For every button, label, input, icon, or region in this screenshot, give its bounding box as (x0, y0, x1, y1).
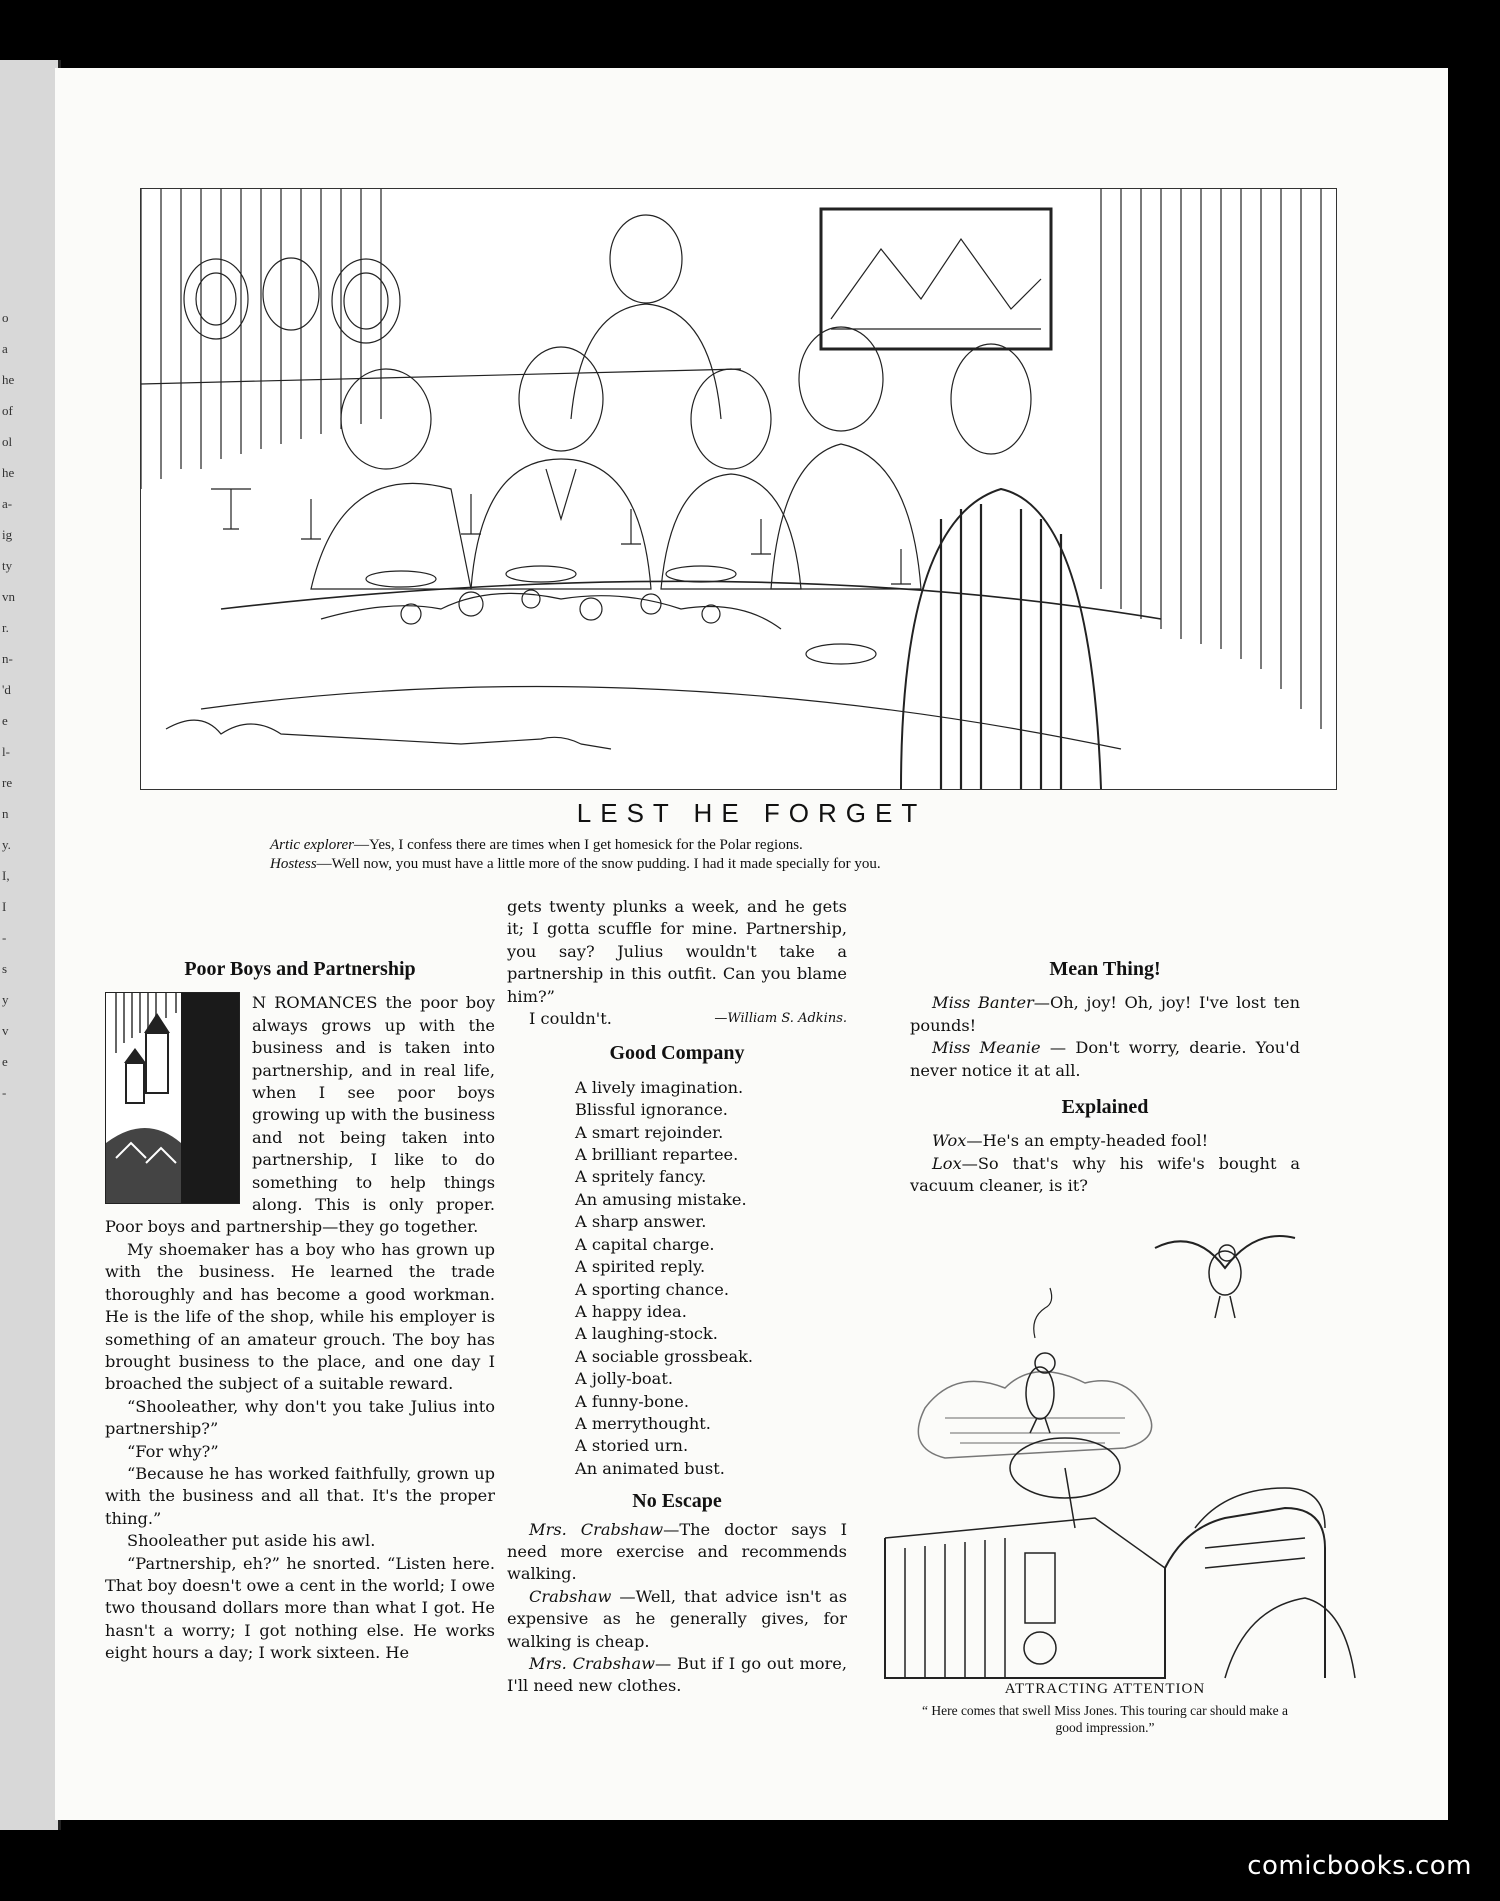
no-escape-heading: No Escape (632, 1490, 722, 1513)
continued-paragraph: gets twenty plunks a week, and he gets it; I gotta scuffle for mine. Partnership, you say? Julius wouldn't take a partnership in this outfit. Can you blame him?” (507, 897, 847, 1006)
adjacent-page-fragment: he (2, 465, 15, 480)
good-company-line: A spritely fancy. (575, 1167, 707, 1187)
good-company-line: A smart rejoinder. (575, 1122, 724, 1142)
good-company-line: A merrythought. (575, 1413, 711, 1433)
good-company-line: A sharp answer. (575, 1212, 707, 1232)
explained-text: —He's an empty-headed fool! (966, 1131, 1209, 1151)
speaker-wox: Wox (932, 1131, 967, 1151)
speaker-mrs-crabshaw: Mrs. Crabshaw (529, 1654, 655, 1673)
author-signature: —William S. Adkins. (714, 1011, 847, 1027)
adjacent-page-edge (0, 60, 61, 1830)
good-company-line: A capital charge. (575, 1234, 715, 1254)
column-two (507, 896, 847, 1698)
adjacent-page-fragment: e (2, 1054, 8, 1069)
closing-text: I couldn't. (529, 1009, 612, 1029)
speaker-lox: Lox (932, 1153, 962, 1173)
adjacent-page-fragment: ty (2, 558, 13, 573)
column-three (910, 958, 1300, 1198)
good-company-line: A spirited reply. (575, 1257, 706, 1277)
adjacent-page-fragment: n (2, 806, 9, 821)
escape-line (507, 1653, 847, 1698)
cartoon-caption (270, 836, 1230, 874)
watermark: comicbooks.com (1247, 1851, 1472, 1881)
good-company-line: A lively imagination. (575, 1077, 744, 1097)
adjacent-page-fragment: y. (2, 837, 11, 852)
caption-line-explorer (270, 836, 1230, 855)
mean-thing-heading: Mean Thing! (1049, 958, 1161, 980)
attracting-attention-caption: “ Here comes that swell Miss Jones. This touring car should make a good impression.” (921, 1703, 1289, 1735)
cartoon-title: LEST HE FORGET (576, 798, 927, 828)
good-company-line: A funny-bone. (575, 1391, 689, 1411)
escape-line (507, 1519, 847, 1586)
speaker-hostess: Hostess (270, 856, 317, 872)
good-company-line: Blissful ignorance. (575, 1100, 728, 1120)
escape-text: —The doctor says I need more exercise and recommends walking. (507, 1519, 847, 1584)
dropcap-text: N ROMANCES the poor boy always grows up with the business and is taken into partnership, and in real life, when I see poor boys growing up with the business and not being taken into partnership, I like to do something to help things along. This is only proper. Poor boys and partnership—they go together. (105, 993, 495, 1237)
caption-line-hostess (270, 855, 1230, 874)
good-company-line: An amusing mistake. (575, 1189, 747, 1209)
good-company-line: A laughing-stock. (575, 1324, 718, 1344)
adjacent-page-fragment: - (2, 1085, 7, 1100)
good-company-heading: Good Company (609, 1042, 745, 1065)
dialogue-line: “Shooleather, why don't you take Julius into partnership?” (105, 1396, 495, 1439)
adjacent-page-fragment: y (2, 992, 9, 1007)
adjacent-page-fragment: ol (2, 434, 13, 449)
dropcap-castle-illustration (105, 992, 240, 1204)
explained-line (910, 1153, 1300, 1198)
escape-text: — But if I go out more, I'll need new clothes. (507, 1654, 847, 1696)
adjacent-page-fragment: v (2, 1023, 9, 1038)
column-one (105, 958, 495, 1665)
attracting-attention-title: ATTRACTING ATTENTION (1004, 1681, 1206, 1697)
adjacent-page-fragment: 'd (2, 682, 11, 697)
dialogue-line: “For why?” (127, 1441, 219, 1461)
explained-heading: Explained (1061, 1096, 1149, 1119)
explained-line (910, 1130, 1300, 1152)
touring-car-illustration (865, 1208, 1365, 1708)
adjacent-page-fragment: he (2, 372, 15, 387)
dinner-party-illustration (140, 188, 1337, 790)
adjacent-page-fragment: l- (2, 744, 10, 759)
mean-line (910, 1037, 1300, 1082)
speaker-miss-banter: Miss Banter (932, 993, 1034, 1013)
poor-boys-heading: Poor Boys and Partnership (184, 958, 416, 980)
good-company-list (575, 1077, 847, 1480)
hostess-line: —Well now, you must have a little more of the snow pudding. I had it made specially for you. (316, 856, 881, 872)
good-company-line: A sociable grossbeak. (575, 1346, 754, 1366)
speaker-mrs-crabshaw: Mrs. Crabshaw (529, 1519, 664, 1539)
dropcap-paragraph (105, 992, 495, 1238)
good-company-line: A happy idea. (575, 1301, 687, 1321)
dialogue-line: “Because he has worked faithfully, grown up with the business and all that. It's the proper thing.” (105, 1463, 495, 1528)
adjacent-page-fragment: a (2, 341, 8, 356)
mean-line (910, 992, 1300, 1037)
adjacent-page-fragment: of (2, 403, 13, 418)
adjacent-page-fragment: n- (2, 651, 13, 666)
speaker-explorer: Artic explorer (270, 837, 355, 853)
adjacent-page-fragment: e (2, 713, 8, 728)
closing-line (507, 1008, 847, 1030)
adjacent-page-fragment: ig (2, 527, 13, 542)
speaker-crabshaw: Crabshaw (529, 1586, 612, 1606)
adjacent-page-fragment: r. (2, 620, 9, 635)
adjacent-page-fragment: I (2, 899, 7, 914)
speaker-miss-meanie: Miss Meanie (932, 1038, 1041, 1058)
mean-text: — Don't worry, dearie. You'd never notice it at all. (910, 1038, 1301, 1080)
magazine-page (55, 68, 1448, 1820)
adjacent-page-fragment: I, (2, 868, 10, 883)
escape-line (507, 1586, 847, 1653)
adjacent-page-fragment: vn (2, 589, 15, 604)
adjacent-page-fragment: - (2, 930, 7, 945)
explorer-line: —Yes, I confess there are times when I get homesick for the Polar regions. (354, 837, 803, 853)
adjacent-page-fragment: s (2, 961, 8, 976)
good-company-line: A jolly-boat. (575, 1369, 673, 1389)
good-company-line: An animated bust. (575, 1458, 725, 1478)
mean-text: —Oh, joy! Oh, joy! I've lost ten pounds! (910, 993, 1300, 1035)
adjacent-page-fragment: re (2, 775, 13, 790)
narration-line: Shooleather put aside his awl. (127, 1531, 376, 1551)
good-company-line: A storied urn. (575, 1436, 689, 1456)
good-company-line: A sporting chance. (575, 1279, 729, 1299)
explained-text: —So that's why his wife's bought a vacuum cleaner, is it? (910, 1153, 1300, 1196)
good-company-line: A brilliant repartee. (575, 1145, 739, 1165)
escape-text: —Well, that advice isn't as expensive as he generally gives, for walking is cheap. (507, 1586, 847, 1651)
adjacent-page-fragment: a- (2, 496, 13, 511)
adjacent-page-fragment: o (2, 310, 9, 325)
dialogue-line: “Partnership, eh?” he snorted. “Listen here. That boy doesn't owe a cent in the world; I owe two thousand dollars more than what I got. He hasn't a worry; I got nothing else. He works eight hours a day; I work sixteen. He (105, 1553, 495, 1663)
shoemaker-paragraph: My shoemaker has a boy who has grown up with the business. He learned the trade thoroughly and has become a good workman. He is the life of the shop, while his employer is something of an amateur grouch. The boy has brought business to the place, and one day I broached the subject of a suitable reward. (105, 1239, 495, 1394)
